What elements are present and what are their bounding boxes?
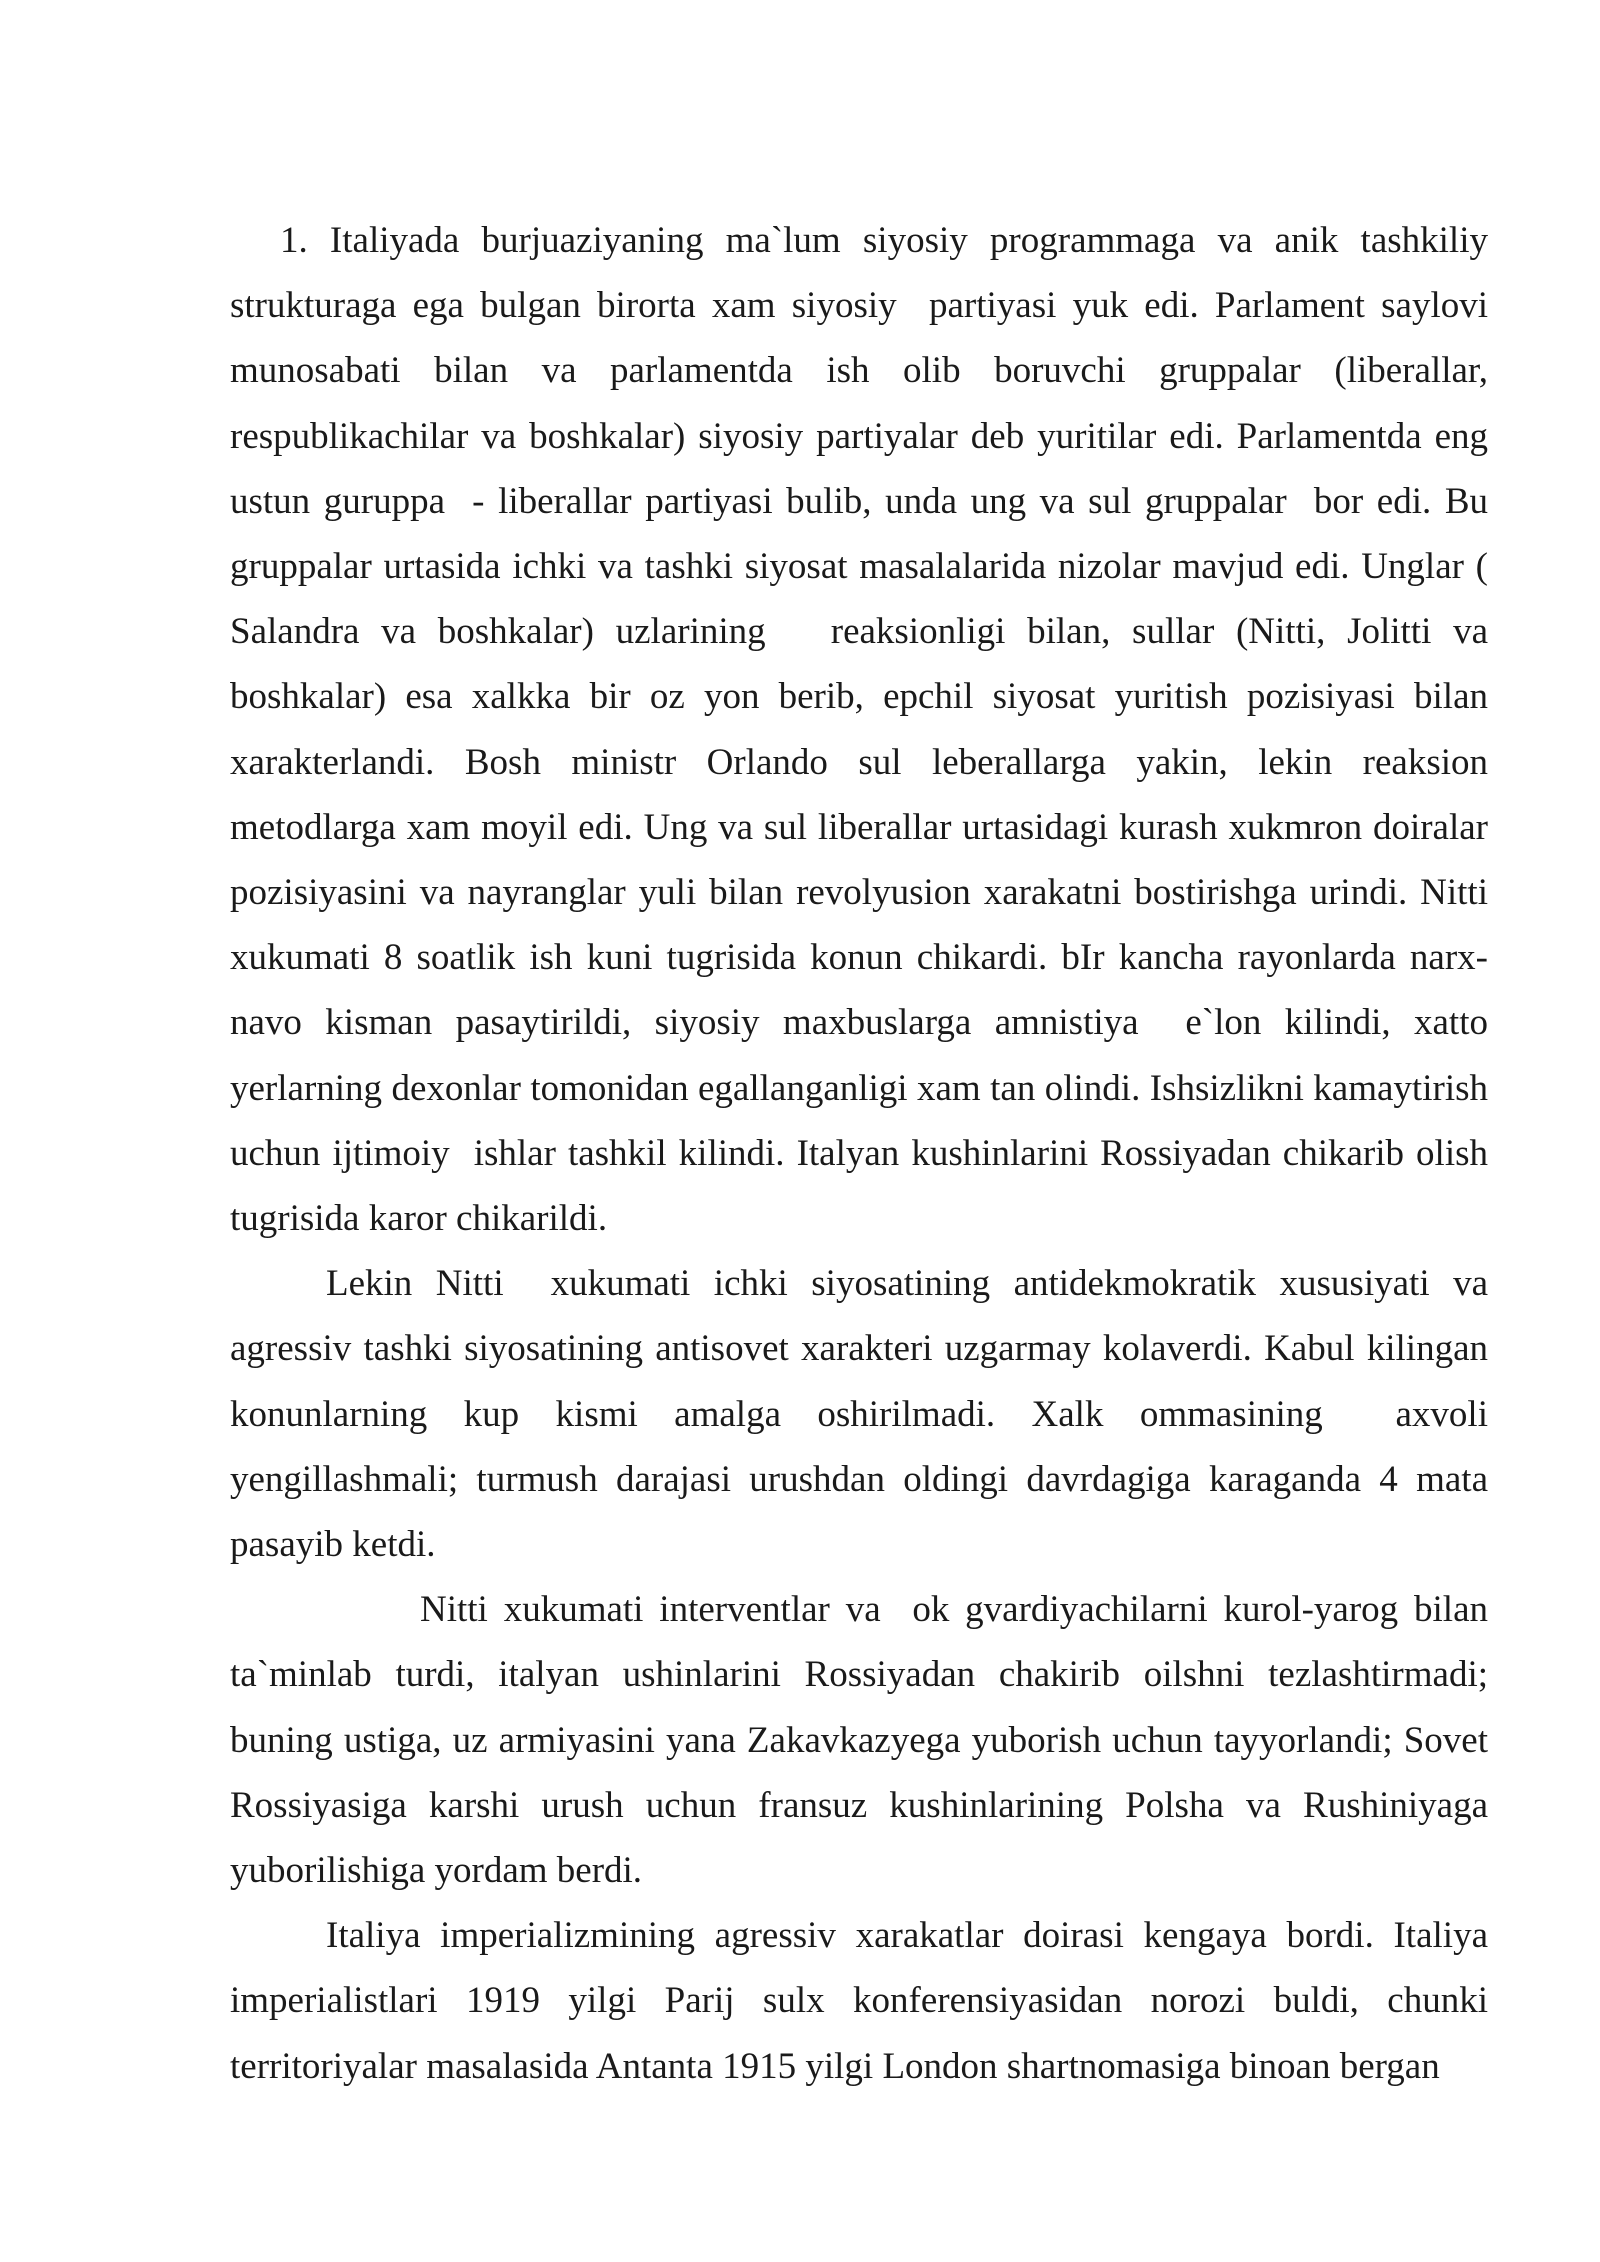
paragraph-1: 1. Italiyada burjuaziyaning ma`lum siyosiy programmaga va anik tashkiliy strukturaga ega bulgan birorta xam siyosiy partiyasi yuk edi. Parlament saylovi munosabati bilan va parlamentda ish olib boruvchi gruppalar (liberallar, respublikachilar va boshkalar) siyosiy partiyalar deb yuritilar edi. Parlamentda eng ustun guruppa - liberallar partiyasi bulib, unda ung va sul gruppalar bor edi. Bu gruppalar urtasida ichki va tashki siyosat masalalarida nizolar mavjud edi. Unglar ( Salandra va boshkalar) uzlarining reaksionligi bilan, sullar (Nitti, Jolitti va boshkalar) esa xalkka bir oz yon berib, epchil siyosat yuritish pozisiyasi bilan xarakterlandi. Bosh ministr Orlando sul leberallarga yakin, lekin reaksion metodlarga xam moyil edi. Ung va sul liberallar urtasidagi kurash xukmron doiralar pozisiyasini va nayranglar yuli bilan revolyusion xarakatni bostirishga urindi. Nitti xukumati 8 soatlik ish kuni tugrisida konun chikardi. bIr kancha rayonlarda narx-navo kisman pasaytirildi, siyosiy maxbuslarga amnistiya e`lon kilindi, xatto yerlarning dexonlar tomonidan egallanganligi xam tan olindi. Ishsizlikni kamaytirish uchun ijtimoiy ishlar tashkil kilindi. Italyan kushinlarini Rossiyadan chikarib olish tugrisida karor chikarildi.	[230, 220, 1507, 1240]
paragraph-2: Lekin Nitti xukumati ichki siyosatining antidekmokratik xususiyati va agressiv tashki siyosatining antisovet xarakteri uzgarmay kolaverdi. Kabul kilingan konunlarning kup kismi amalga oshirilmadi. Xalk ommasining axvoli yengillashmali; turmush darajasi urushdan oldingi davrdagiga karaganda 4 mata pasayib ketdi.	[230, 1263, 1498, 1566]
paragraph-4: Italiya imperializmining agressiv xarakatlar doirasi kengaya bordi. Italiya imperialistlari 1919 yilgi Parij sulx konferensiyasidan norozi buldi, chunki territoriyalar masalasida Antanta 1915 yilgi London shartnomasiga binoan bergan	[230, 1915, 1498, 2087]
document-body	[230, 208, 1507, 2099]
paragraph-3: Nitti xukumati interventlar va ok gvardiyachilarni kurol-yarog bilan ta`minlab turdi, italyan ushinlarini Rossiyadan chakirib oilshni tezlashtirmadi; buning ustiga, uz armiyasini yana Zakavkazyega yuborish uchun tayyorlandi; Sovet Rossiyasiga karshi urush uchun fransuz kushinlarining Polsha va Rushiniyaga yuborilishiga yordam berdi.	[230, 1589, 1498, 1892]
